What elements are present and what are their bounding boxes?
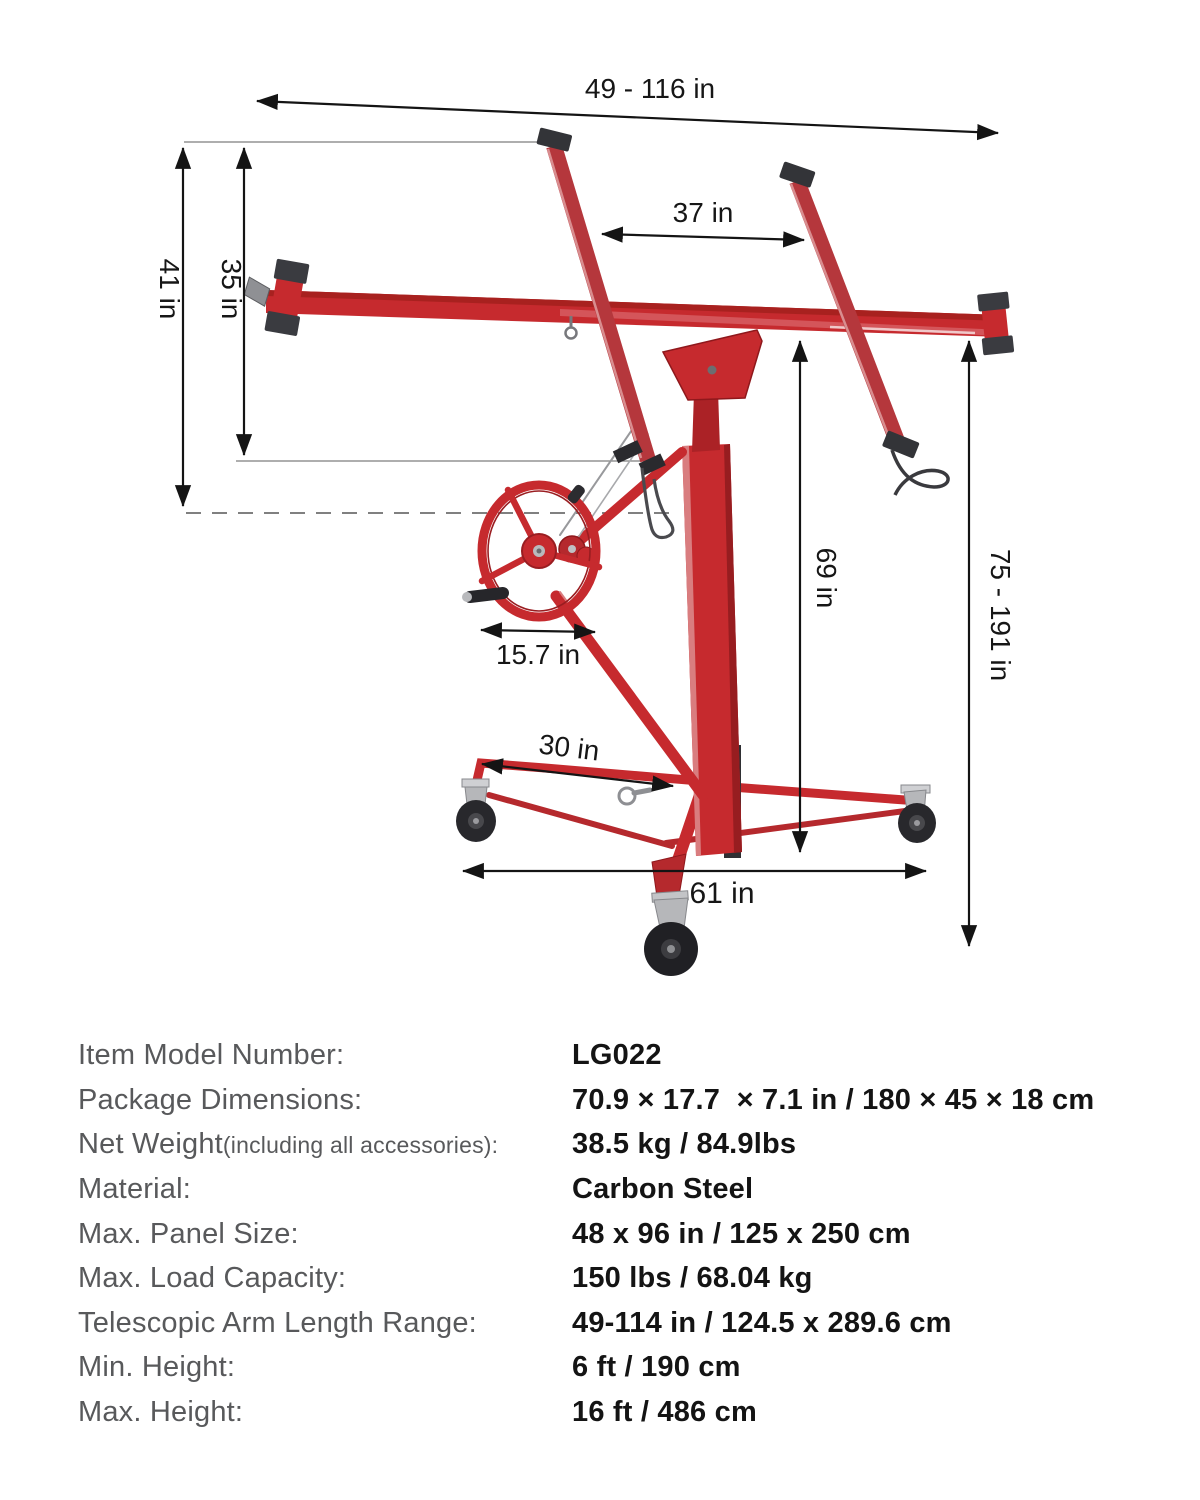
spec-row-material: [0, 1168, 1200, 1213]
caster-wheel-right: [898, 785, 936, 843]
spec-row-max-height: [0, 1391, 1200, 1436]
spec-row-max-load-capacity: [0, 1257, 1200, 1302]
spec-label: Item Model Number:: [78, 1039, 345, 1072]
dim-37in-line: [602, 234, 804, 240]
spec-label: Max. Panel Size:: [78, 1217, 299, 1250]
dim-35in-label: 35 in: [216, 258, 247, 320]
dim-41in-label: 41 in: [154, 258, 185, 320]
spec-value: 6 ft / 190 cm: [572, 1351, 741, 1384]
spec-label: Package Dimensions:: [78, 1083, 363, 1116]
spec-value: Carbon Steel: [572, 1172, 754, 1205]
spec-value: 16 ft / 486 cm: [572, 1395, 757, 1428]
spec-value: 38.5 kg / 84.9lbs: [572, 1128, 797, 1161]
spec-label: Max. Load Capacity:: [78, 1262, 347, 1295]
beam-end-left: [239, 254, 310, 336]
mast-cradle: [663, 330, 762, 400]
spec-value: LG022: [572, 1039, 662, 1072]
spec-label: Min. Height:: [78, 1351, 236, 1384]
spec-row-model: [0, 1034, 1200, 1079]
dim-top-span-label: 49 - 116 in: [584, 73, 716, 104]
arm-hook-wire: [892, 450, 948, 495]
spec-row-package-dimensions: [0, 1079, 1200, 1124]
dim-30in-label: 30 in: [537, 728, 602, 767]
spec-row-net-weight: [0, 1123, 1200, 1168]
spec-row-max-panel-size: [0, 1212, 1200, 1257]
spec-row-min-height: [0, 1346, 1200, 1391]
spec-label: Material:: [78, 1172, 191, 1205]
dim-157in-label: 15.7 in: [495, 639, 581, 670]
spec-table: [0, 1034, 1200, 1435]
spec-label: Max. Height:: [78, 1395, 244, 1428]
dimension-labels: [154, 73, 1016, 910]
caster-wheel-left: [456, 779, 496, 842]
spec-label: Telescopic Arm Length Range:: [78, 1306, 477, 1339]
spec-value: 48 x 96 in / 125 x 250 cm: [572, 1217, 911, 1250]
spec-value: 150 lbs / 68.04 kg: [572, 1262, 813, 1295]
dim-61in-label: 61 in: [689, 877, 755, 910]
spec-row-telescopic-arm-range: [0, 1302, 1200, 1347]
main-beam: [266, 290, 1003, 339]
spec-value: 49-114 in / 124.5 x 289.6 cm: [572, 1306, 952, 1339]
dim-69in-label: 69 in: [811, 547, 842, 609]
dim-top-span-line: [257, 101, 998, 133]
spec-label: Net Weight(including all accessories):: [78, 1128, 499, 1161]
dim-37in-label: 37 in: [672, 197, 734, 228]
dim-75-191in-label: 75 - 191 in: [985, 548, 1016, 682]
spec-value: 70.9 × 17.7 × 7.1 in / 180 × 45 × 18 cm: [572, 1083, 1095, 1116]
